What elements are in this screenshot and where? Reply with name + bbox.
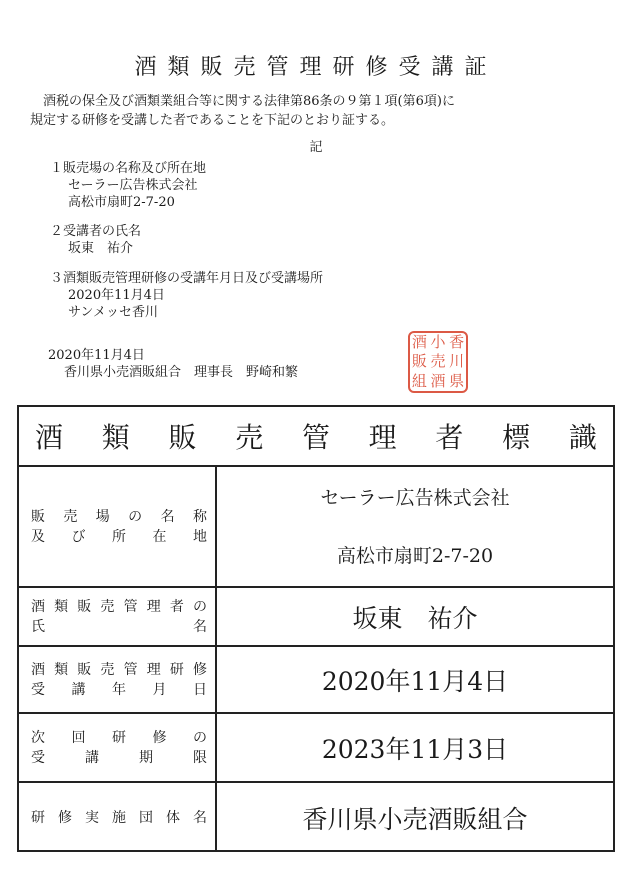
label-char: 売 xyxy=(100,661,115,678)
label-char: 年 xyxy=(112,681,126,698)
label-char: 日 xyxy=(193,681,207,698)
label-char: 名 xyxy=(193,809,207,826)
board-training-date: 2020年11月4日 xyxy=(321,666,509,696)
label-char: 月 xyxy=(152,681,167,698)
label-char: 酒 xyxy=(31,661,45,678)
label-char: 販 xyxy=(31,508,45,525)
label-char: 施 xyxy=(112,809,126,826)
intro-line-1: 酒税の保全及び酒類業組合等に関する法律第86条の９第１項(第6項)に xyxy=(30,94,455,109)
label-char: 管 xyxy=(123,598,138,615)
item-2-heading: ２受講者の氏名 xyxy=(50,224,142,239)
certificate-title: 酒類販売管理研修受講証 xyxy=(134,55,498,80)
label-char: 場 xyxy=(95,508,110,525)
board-title-char: 標 xyxy=(502,421,531,454)
row-training-organization xyxy=(19,783,613,852)
label-char: 売 xyxy=(63,508,78,525)
label-char: 理 xyxy=(146,661,161,678)
seal-char: 酒 xyxy=(430,371,446,390)
row-training-date xyxy=(19,647,613,714)
label-char: 名 xyxy=(193,618,207,635)
board-manager-name: 坂東 祐介 xyxy=(352,603,478,633)
label-char: 地 xyxy=(193,528,207,545)
seal-char: 販 xyxy=(411,352,427,371)
label-char: 管 xyxy=(123,661,138,678)
label-char: 称 xyxy=(192,508,207,525)
label-char: 限 xyxy=(193,749,207,766)
label-char: 研 xyxy=(169,661,184,678)
label-char: 修 xyxy=(58,809,72,826)
ki-heading: 記 xyxy=(309,140,323,155)
row-label xyxy=(19,467,217,586)
row-value xyxy=(217,714,613,781)
board-shop-address: 高松市扇町2-7-20 xyxy=(336,544,494,567)
label-char: 次 xyxy=(31,729,45,746)
label-char: 研 xyxy=(31,809,45,826)
label-char: 体 xyxy=(166,809,180,826)
label-char: 名 xyxy=(160,508,175,525)
label-char: 受 xyxy=(31,681,45,698)
board-title-char: 者 xyxy=(435,421,464,454)
row-value xyxy=(217,647,613,712)
label-char: の xyxy=(193,729,207,746)
label-char: 団 xyxy=(139,809,153,826)
item-2 xyxy=(50,223,141,257)
row-value xyxy=(217,467,613,586)
row-value xyxy=(217,588,613,645)
sign-board-title xyxy=(19,407,613,465)
issue-date: 2020年11月4日 xyxy=(48,348,145,363)
label-char: 販 xyxy=(77,661,92,678)
certificate-intro xyxy=(30,92,610,130)
board-title-char: 販 xyxy=(168,421,197,454)
seal-char: 香 xyxy=(449,333,465,352)
row-next-training-deadline xyxy=(19,714,613,783)
board-organization: 香川県小売酒販組合 xyxy=(302,804,528,834)
label-char: の xyxy=(128,508,143,525)
item-3-place: サンメッセ香川 xyxy=(68,305,158,320)
label-char: 売 xyxy=(100,598,115,615)
seal-char: 県 xyxy=(449,371,465,390)
item-3-date: 2020年11月4日 xyxy=(68,288,165,303)
board-title-char: 類 xyxy=(101,421,130,454)
label-char: 類 xyxy=(54,661,69,678)
row-label xyxy=(19,714,217,781)
label-char: 氏 xyxy=(31,618,45,635)
seal-char: 組 xyxy=(411,371,427,390)
label-char: 在 xyxy=(152,528,167,545)
label-char: 研 xyxy=(112,729,126,746)
label-char: 修 xyxy=(192,661,207,678)
sign-board-table xyxy=(19,465,613,850)
intro-line-2: 規定する研修を受講した者であることを下記のとおり証する。 xyxy=(30,113,395,128)
label-char: 酒 xyxy=(31,598,45,615)
board-title-char: 管 xyxy=(301,421,330,454)
item-1 xyxy=(50,160,206,211)
board-shop-name: セーラー広告株式会社 xyxy=(320,486,510,509)
item-1-shop-address: 高松市扇町2-7-20 xyxy=(68,195,175,210)
board-title-char: 酒 xyxy=(35,421,64,454)
label-char: 受 xyxy=(31,749,45,766)
board-title-char: 識 xyxy=(568,421,597,454)
official-seal-stamp xyxy=(408,331,468,393)
label-char: 修 xyxy=(152,729,167,746)
item-2-attendee-name: 坂東 祐介 xyxy=(68,241,134,256)
board-next-deadline: 2023年11月3日 xyxy=(321,734,509,764)
label-char: 講 xyxy=(71,681,86,698)
item-1-heading: １販売場の名称及び所在地 xyxy=(50,161,207,176)
item-3 xyxy=(50,270,323,321)
label-char: の xyxy=(192,598,207,615)
row-manager-name xyxy=(19,588,613,647)
label-char: 理 xyxy=(146,598,161,615)
label-char: び xyxy=(71,528,86,545)
board-title-char: 理 xyxy=(368,421,397,454)
row-shop-name-address xyxy=(19,467,613,588)
item-1-shop-name: セーラー広告株式会社 xyxy=(68,178,198,193)
label-char: 回 xyxy=(71,729,86,746)
row-label xyxy=(19,647,217,712)
label-char: 期 xyxy=(139,749,153,766)
label-char: 講 xyxy=(85,749,99,766)
seal-char: 売 xyxy=(430,352,446,371)
label-char: 及 xyxy=(31,528,45,545)
issuer-line: 香川県小売酒販組合 理事長 野崎和繁 xyxy=(64,365,299,380)
row-label xyxy=(19,783,217,852)
seal-char: 酒 xyxy=(411,333,427,352)
label-char: 実 xyxy=(85,809,99,826)
label-char: 所 xyxy=(112,528,126,545)
label-char: 販 xyxy=(77,598,92,615)
row-value xyxy=(217,783,613,852)
label-char: 類 xyxy=(54,598,69,615)
row-label xyxy=(19,588,217,645)
seal-char: 川 xyxy=(449,352,465,371)
label-char: 者 xyxy=(169,598,184,615)
seal-char: 小 xyxy=(430,333,446,352)
board-title-char: 売 xyxy=(235,421,264,454)
item-3-heading: ３酒類販売管理研修の受講年月日及び受講場所 xyxy=(50,271,324,286)
sign-board xyxy=(17,405,615,852)
